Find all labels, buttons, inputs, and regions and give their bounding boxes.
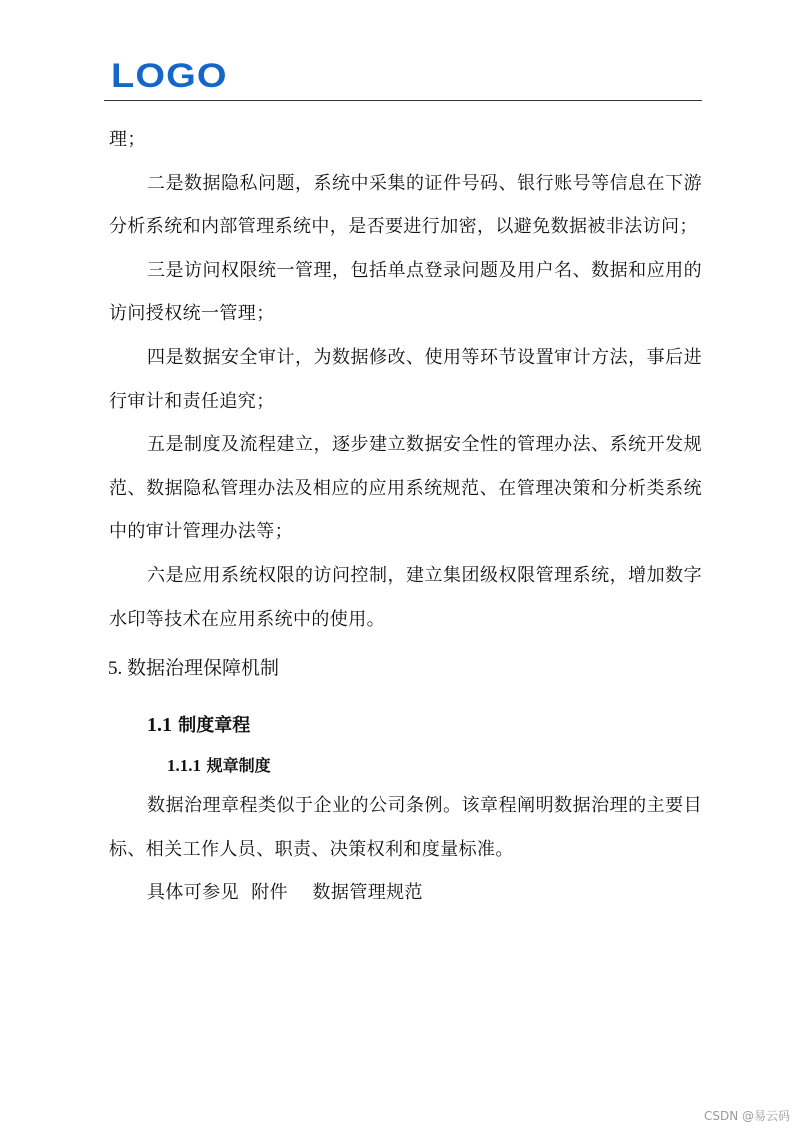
- header-rule: [104, 100, 702, 101]
- document-body: [109, 118, 702, 915]
- subsection-heading: [147, 705, 702, 746]
- page-header: [0, 0, 800, 102]
- paragraph-process: 五是制度及流程建立，逐步建立数据安全性的管理办法、系统开发规范、数据隐私管理办法及相应的应用系统规范、在管理决策和分析类系统中的审计管理办法等；: [109, 434, 702, 543]
- logo: LOGO: [111, 57, 228, 95]
- section-number: 5.: [108, 658, 123, 680]
- subsubsection-title: 规章制度: [206, 756, 271, 776]
- paragraph-security-audit: 四是数据安全审计，为数据修改、使用等环节设置审计方法，事后进行审计和责任追究；: [109, 346, 702, 412]
- section-title: 数据治理保障机制: [127, 658, 280, 680]
- paragraph-data-privacy: 二是数据隐私问题，系统中采集的证件号码、银行账号等信息在下游分析系统和内部管理系统中，是否要进行加密，以避免数据被非法访问；: [109, 172, 702, 238]
- paragraph-continuation: 理；: [109, 129, 146, 150]
- subsection-number: 1.1: [147, 714, 172, 737]
- paragraph-reference: 具体可参见 附件 数据管理规范: [147, 882, 423, 904]
- subsection-title: 制度章程: [178, 715, 251, 737]
- paragraph-permissions: 六是应用系统权限的访问控制，建立集团级权限管理系统，增加数字水印等技术在应用系统中的使用。: [109, 564, 702, 630]
- subsubsection-number: 1.1.1: [167, 756, 201, 776]
- subsubsection-heading: [167, 748, 702, 784]
- section-heading: [108, 649, 702, 689]
- watermark: CSDN @易云码: [703, 1109, 790, 1123]
- paragraph-charter: 数据治理章程类似于企业的公司条例。该章程阐明数据治理的主要目标、相关工作人员、职责、决策权利和度量标准。: [109, 795, 702, 860]
- paragraph-access-control: 三是访问权限统一管理，包括单点登录问题及用户名、数据和应用的访问授权统一管理；: [109, 259, 702, 325]
